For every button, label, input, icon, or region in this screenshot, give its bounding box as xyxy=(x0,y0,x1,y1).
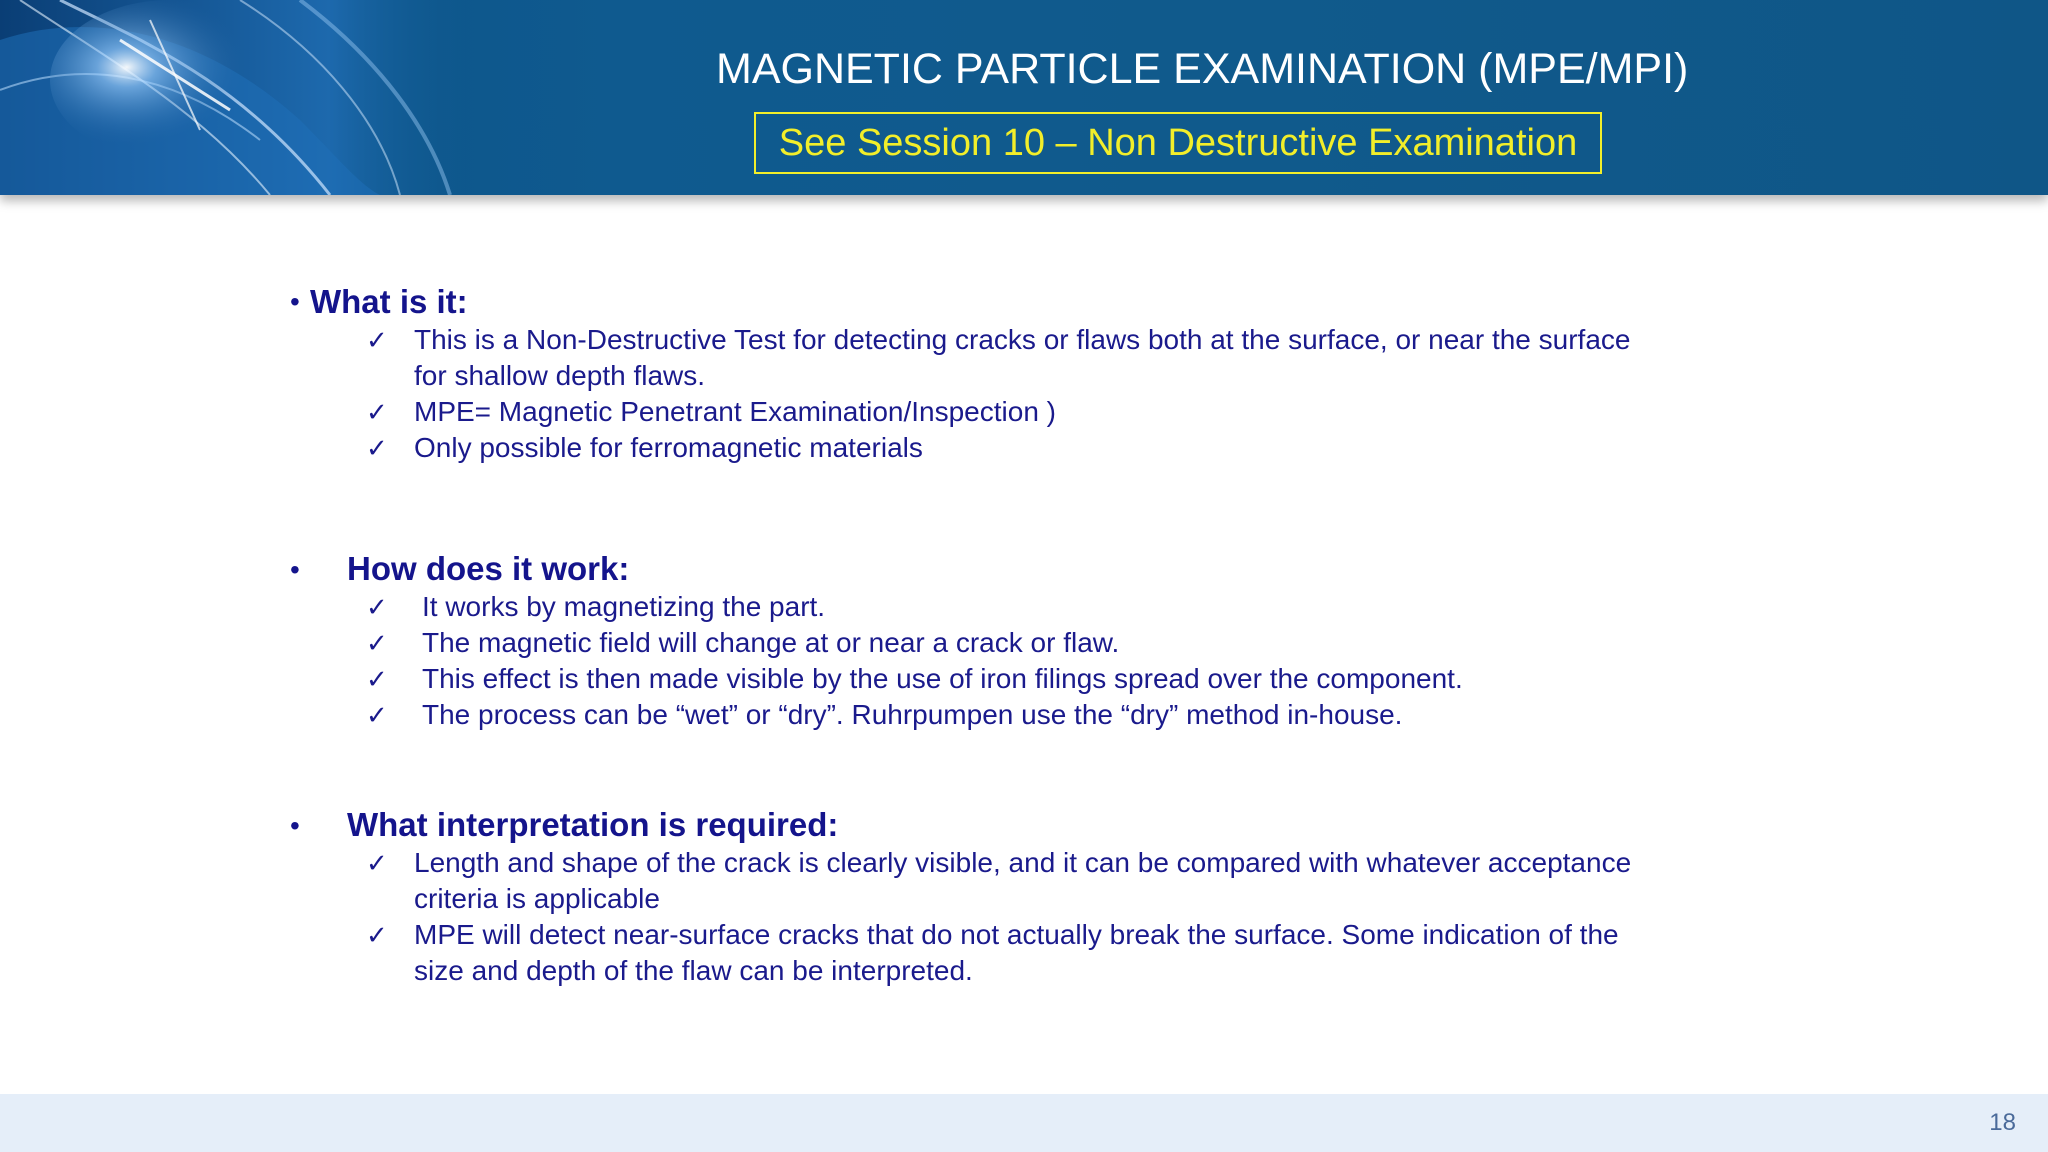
list-item-text: Only possible for ferromagnetic materials xyxy=(414,432,923,463)
session-reference-box: See Session 10 – Non Destructive Examination xyxy=(754,112,1602,174)
checkmark-icon: ✓ xyxy=(366,433,388,463)
list-item-text: MPE= Magnetic Penetrant Examination/Inspection ) xyxy=(414,396,1057,427)
list-item-text: MPE will detect near-surface cracks that do not actually break the surface. Some indication of the xyxy=(414,919,1619,950)
slide-title: MAGNETIC PARTICLE EXAMINATION (MPE/MPI) xyxy=(716,45,1689,93)
page-number: 18 xyxy=(1989,1109,2016,1136)
list-item-text: This effect is then made visible by the use of iron filings spread over the component. xyxy=(422,663,1463,694)
section-bullet: • xyxy=(290,810,300,841)
checkmark-icon: ✓ xyxy=(366,628,388,658)
list-item-text: The process can be “wet” or “dry”. Ruhrpumpen use the “dry” method in-house. xyxy=(422,699,1403,730)
section-bullet: • xyxy=(290,554,300,585)
list-item-text: The magnetic field will change at or near a crack or flaw. xyxy=(422,627,1120,658)
checkmark-icon: ✓ xyxy=(366,848,388,878)
list-item-text: criteria is applicable xyxy=(414,883,660,914)
checkmark-icon: ✓ xyxy=(366,397,388,427)
list-item-text: It works by magnetizing the part. xyxy=(422,591,826,622)
list-item-text: for shallow depth flaws. xyxy=(414,360,706,391)
checkmark-icon: ✓ xyxy=(366,700,388,730)
checkmark-icon: ✓ xyxy=(366,664,388,694)
section-heading-interpretation: What interpretation is required: xyxy=(347,806,839,843)
list-item-text: Length and shape of the crack is clearly visible, and it can be compared with whatever acceptance xyxy=(414,847,1632,878)
checkmark-icon: ✓ xyxy=(366,920,388,950)
list-item-text: This is a Non-Destructive Test for detecting cracks or flaws both at the surface, or near the surface xyxy=(414,324,1631,355)
section-heading-how-does-it-work: How does it work: xyxy=(347,550,630,587)
section-bullet: • xyxy=(290,286,300,317)
checkmark-icon: ✓ xyxy=(366,592,388,622)
list-item-text: size and depth of the flaw can be interpreted. xyxy=(414,955,973,986)
footer-band xyxy=(0,1094,2048,1152)
section-heading-what-is-it: What is it: xyxy=(310,283,468,320)
checkmark-icon: ✓ xyxy=(366,325,388,355)
